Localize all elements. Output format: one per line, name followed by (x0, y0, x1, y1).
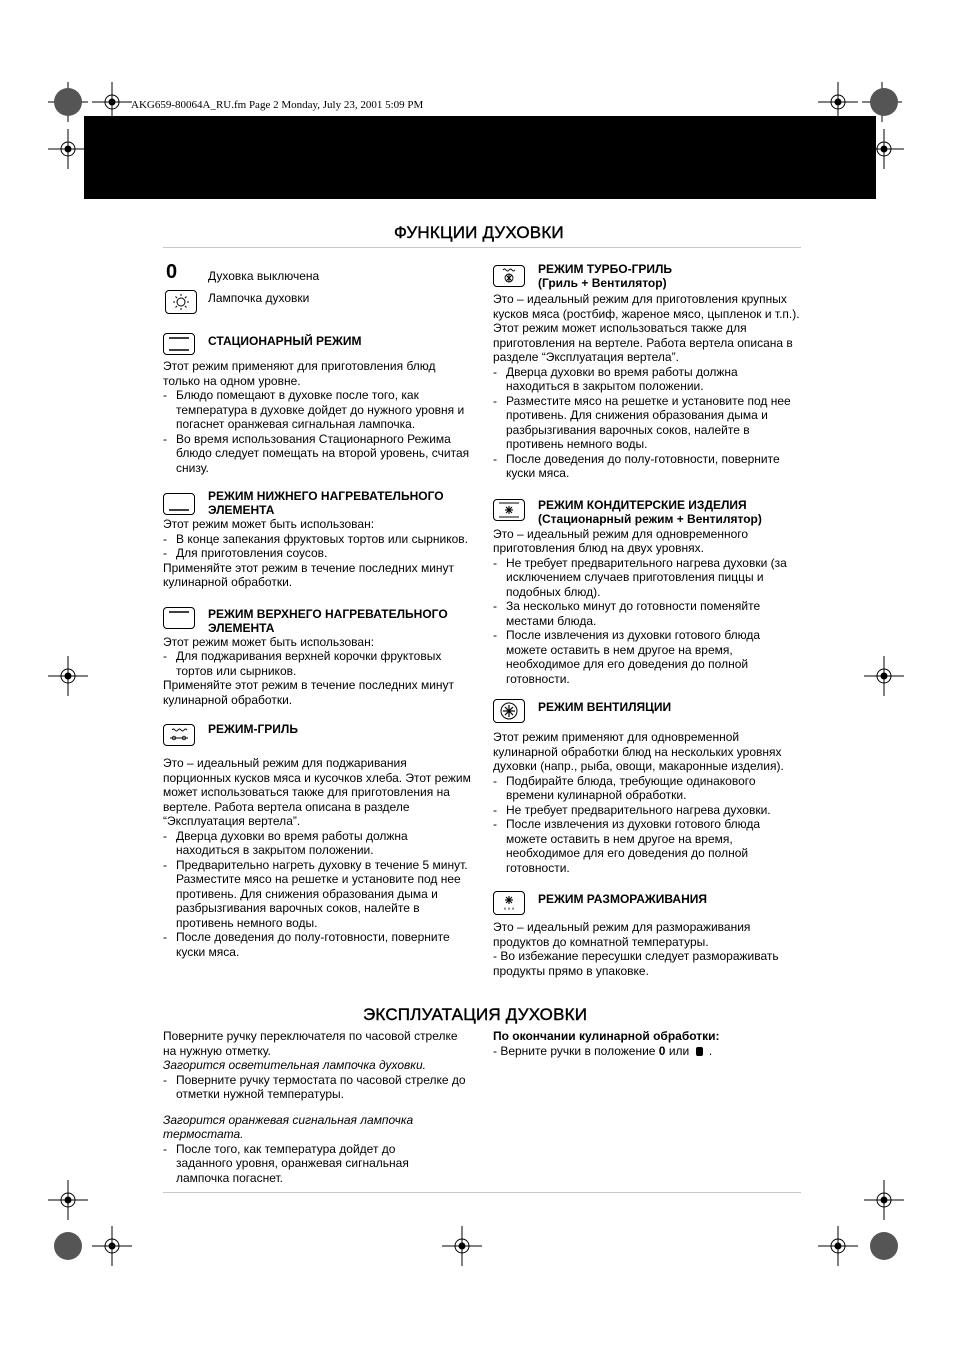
defrost-intro: Это – идеальный режим для размораживания продуктов до комнатной температуры. (493, 920, 751, 949)
turbogrill-icon (493, 265, 525, 287)
top-element-title: РЕЖИМ ВЕРХНЕГО НАГРЕВАТЕЛЬНОГО ЭЛЕМЕНТА (208, 606, 448, 635)
zero-position: 0 (658, 1043, 666, 1058)
list-item: - Поверните ручку термостата по часовой стрелке до отметки нужной температуры. (163, 1073, 473, 1102)
defrost-heading (493, 892, 803, 920)
lamp-icon (165, 290, 197, 314)
turbogrill-list (493, 365, 803, 481)
color-bar-mark-top-left (54, 88, 82, 116)
fan-list (493, 774, 803, 876)
right-column (493, 262, 803, 978)
list-item: - Для приготовления соусов. (163, 546, 473, 561)
static-mode-heading (163, 334, 473, 359)
pastry-intro: Это – идеальный режим для одновременного приготовления блюд на двух уровнях. (493, 526, 749, 555)
lamp-row (163, 288, 473, 334)
bottom-element-intro: Этот режим может быть использован: (163, 517, 375, 531)
off-symbol: 0 (166, 261, 178, 283)
divider-bottom (163, 1192, 801, 1193)
list-item: - После извлечения из духовки готового блюда можете оставить в нем другое на время, необходимое для его доведения до полной готовности. (493, 817, 803, 875)
registration-mark-bottom-right (818, 1226, 858, 1266)
bottom-element-outro: Применяйте этот режим в течение последних минут кулинарной обработки. (163, 560, 455, 589)
fan-heading (493, 700, 803, 730)
operation-right (493, 1029, 803, 1058)
registration-mark-right-lower (864, 1180, 904, 1220)
list-item: - Блюдо помещают в духовке после того, как температура в духовке дойдет до нужного уровня и погаснет оранжевая сигнальная лампочка. (163, 388, 473, 432)
top-element-outro: Применяйте этот режим в течение последних минут кулинарной обработки. (163, 678, 455, 707)
grill-intro: Это – идеальный режим для поджаривания порционных кусков мяса и кусочков хлеба. Этот режим может использоваться также для приготовления на вертеле. Работа вертела описана в разделе “Эксплуатация вертела”. (163, 756, 471, 828)
list-item: - Дверца духовки во время работы должна находиться в закрытом положении. (493, 365, 803, 394)
color-bar-mark-top-right (870, 88, 898, 116)
top-element-intro: Этот режим может быть использован: (163, 634, 375, 649)
off-row (163, 261, 473, 288)
page-title-functions: ФУНКЦИИ ДУХОВКИ (394, 223, 564, 242)
grill-title: РЕЖИМ-ГРИЛЬ (208, 722, 298, 736)
list-item: - Дверца духовки во время работы должна находиться в закрытом положении. (163, 829, 473, 858)
operation-list-2 (163, 1142, 473, 1186)
list-item: - Предварительно нагреть духовку в течение 5 минут. Разместите мясо на решетке и установите под нее противень. Для снижения образования дыма и разбрызгивания варочных соков, налейте в противень немного воды. (163, 858, 473, 931)
list-item: - Разместите мясо на решетке и установите под нее противень. Для снижения образования дыма и разбрызгивания варочных соков, налейте в противень немного воды. (493, 394, 803, 452)
bottom-element-heading (163, 489, 473, 517)
top-element-list (163, 649, 473, 678)
static-mode-icon (163, 333, 195, 355)
static-mode-title: СТАЦИОНАРНЫЙ РЕЖИМ (208, 334, 362, 348)
turbogrill-heading (493, 262, 803, 292)
list-item: - Не требует предварительного нагрева духовки (за исключением случаев приготовления пиццы и подобных блюд). (493, 556, 803, 600)
registration-mark-left-upper (48, 129, 88, 169)
list-item: - Не требует предварительного нагрева духовки. (493, 803, 803, 818)
operation-italic-1: Загорится осветительная лампочка духовки. (163, 1058, 426, 1072)
registration-mark-right-middle (864, 656, 904, 696)
static-mode-intro: Этот режим применяют для приготовления блюд только на одном уровне. (163, 359, 436, 388)
defrost-title: РЕЖИМ РАЗМОРАЖИВАНИЯ (538, 892, 708, 906)
left-column (163, 261, 473, 959)
list-item: - Для поджаривания верхней корочки фруктовых тортов или сырников. (163, 649, 473, 678)
turbogrill-title: РЕЖИМ ТУРБО-ГРИЛЬ (Гриль + Вентилятор) (538, 262, 673, 290)
operation-right-line: - Верните ручки в положение 0 или . (493, 1043, 713, 1058)
grill-heading (163, 722, 473, 756)
static-mode-list (163, 388, 473, 475)
defrost-note: - Во избежание пересушки следует размораживать продукты прямо в упаковке. (493, 949, 779, 978)
list-item: - За несколько минут до готовности поменяйте местами блюда. (493, 599, 803, 628)
bottom-element-list (163, 532, 473, 561)
fan-title: РЕЖИМ ВЕНТИЛЯЦИИ (538, 700, 672, 714)
color-bar-mark-bottom-left (54, 1232, 82, 1260)
color-bar-mark-bottom-right (870, 1232, 898, 1260)
grill-list (163, 829, 473, 960)
operation-right-heading: По окончании кулинарной обработки: (493, 1029, 720, 1043)
pastry-icon (493, 499, 525, 521)
list-item: - После доведения до полу-готовности, поверните куски мяса. (493, 452, 803, 481)
top-element-heading (163, 607, 473, 635)
bottom-element-icon (163, 493, 195, 515)
pastry-title: РЕЖИМ КОНДИТЕРСКИЕ ИЗДЕЛИЯ (Стационарный режим + Вентилятор) (538, 497, 762, 526)
list-item: - В конце запекания фруктовых тортов или сырников. (163, 532, 473, 547)
operation-list-1 (163, 1073, 473, 1102)
lamp-label: Лампочка духовки (208, 291, 310, 305)
fan-icon (493, 699, 525, 723)
fan-intro: Этот режим применяют для одновременной кулинарной обработки блюд на нескольких уровнях духовки (напр., рыба, овощи, макаронные изделия). (493, 730, 784, 773)
operation-italic-2: Загорится оранжевая сигнальная лампочка термостата. (163, 1112, 414, 1141)
divider-top (163, 247, 801, 248)
bottom-element-title: РЕЖИМ НИЖНЕГО НАГРЕВАТЕЛЬНОГО ЭЛЕМЕНТА (208, 489, 444, 517)
registration-mark-left-lower (48, 1180, 88, 1220)
pastry-list (493, 556, 803, 687)
operation-left (163, 1029, 473, 1185)
top-element-icon (163, 607, 195, 629)
list-item: - После доведения до полу-готовности, поверните куски мяса. (163, 930, 473, 959)
list-item: - Подбирайте блюда, требующие одинакового времени кулинарной обработки. (493, 774, 803, 803)
off-label: Духовка выключена (208, 269, 320, 283)
registration-mark-bottom-left (92, 1226, 132, 1266)
list-item: - После того, как температура дойдет до заданного уровня, оранжевая сигнальная лампочка погаснет. (163, 1142, 441, 1186)
defrost-icon (493, 891, 525, 915)
list-item: - Во время использования Стационарного Режима блюдо следует помещать на второй уровень, считая снизу. (163, 432, 473, 476)
black-banner (84, 116, 876, 199)
registration-mark-bottom-center (442, 1226, 482, 1266)
lamp-position-icon (696, 1047, 703, 1056)
file-info-header: AKG659-80064A_RU.fm Page 2 Monday, July 23, 2001 5:09 PM (131, 99, 424, 111)
pastry-heading (493, 498, 803, 527)
registration-mark-left-middle (48, 656, 88, 696)
turbogrill-intro: Это – идеальный режим для приготовления крупных кусков мяса (ростбиф, жареное мясо, цыпленок и т.п.). Этот режим может использоваться также для приготовления на вертеле. Работа вертела описана в разделе “Эксплуатация вертела”. (493, 292, 800, 364)
list-item: - После извлечения из духовки готового блюда можете оставить в нем другое на время, необходимое для его доведения до полной готовности. (493, 628, 803, 686)
grill-icon (163, 724, 195, 746)
page-title-operation: ЭКСПЛУАТАЦИЯ ДУХОВКИ (363, 1005, 588, 1024)
operation-p1: Поверните ручку переключателя по часовой стрелке на нужную отметку. (163, 1029, 458, 1058)
